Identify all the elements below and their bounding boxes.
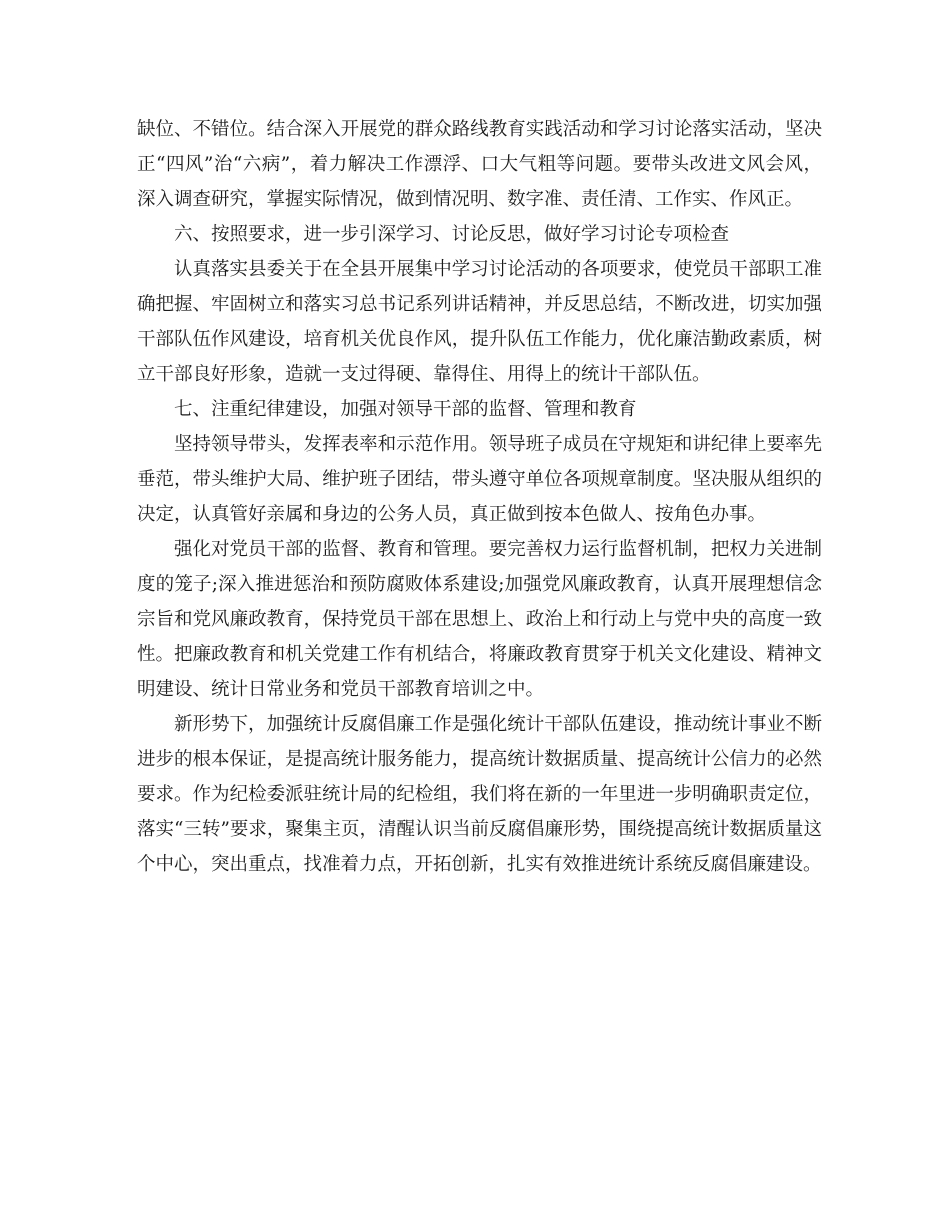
paragraph-conclusion: 新形势下，加强统计反腐倡廉工作是强化统计干部队伍建设，推动统计事业不断进步的根本保证，是提高统计服务能力，提高统计数据质量、提高统计公信力的必然要求。作为纪检委派驻统计局的纪检组，我们将在新的一年里进一步明确职责定位，落实“三转”要求，聚集主页，清醒认识当前反腐倡廉形势，围绕提高统计数据质量这个中心，突出重点，找准着力点，开拓创新，扎实有效推进统计系统反腐倡廉建设。 (137, 714, 822, 875)
paragraph-continuation: 缺位、不错位。结合深入开展党的群众路线教育实践活动和学习讨论落实活动，坚决正“四风”治“六病”，着力解决工作漂浮、口大气粗等问题。要带头改进文风会风，深入调查研究，掌握实际情况，做到情况明、数字准、责任清、工作实、作风正。 (137, 119, 822, 210)
paragraph-supervision: 强化对党员干部的监督、教育和管理。要完善权力运行监督机制，把权力关进制度的笼子;深入推进惩治和预防腐败体系建设;加强党风廉政教育，认真开展理想信念宗旨和党风廉政教育，保持党员干部在思想上、政治上和行动上与党中央的高度一致性。把廉政教育和机关党建工作有机结合，将廉政教育贯穿于机关文化建设、精神文明建设、统计日常业务和党员干部教育培训之中。 (137, 539, 822, 700)
document-page (137, 112, 822, 882)
section-heading-7: 七、注重纪律建设，加强对领导干部的监督、管理和教育 (174, 399, 637, 420)
paragraph-leadership: 坚持领导带头，发挥表率和示范作用。领导班子成员在守规矩和讲纪律上要率先垂范，带头维护大局、维护班子团结，带头遵守单位各项规章制度。坚决服从组织的决定，认真管好亲属和身边的公务人员，真正做到按本色做人、按角色办事。 (137, 434, 822, 525)
paragraph-section-6-body: 认真落实县委关于在全县开展集中学习讨论活动的各项要求，使党员干部职工准确把握、牢固树立和落实习总书记系列讲话精神，并反思总结，不断改进，切实加强干部队伍作风建设，培育机关优良作风，提升队伍工作能力，优化廉洁勤政素质，树立干部良好形象，造就一支过得硬、靠得住、用得上的统计干部队伍。 (137, 259, 822, 385)
section-heading-6: 六、按照要求，进一步引深学习、讨论反思，做好学习讨论专项检查 (174, 224, 730, 245)
